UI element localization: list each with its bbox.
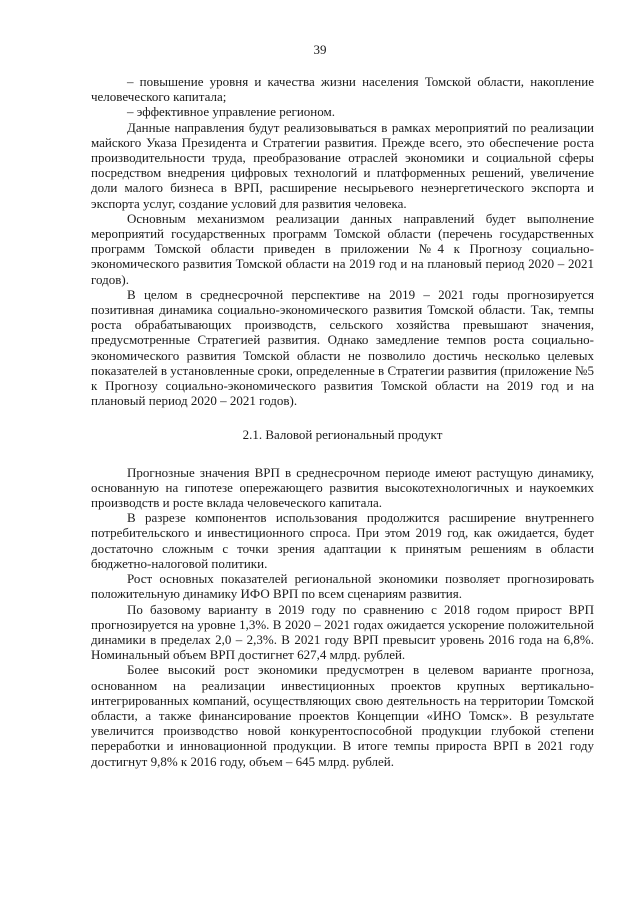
paragraph: Более высокий рост экономики предусмотрен в целевом варианте прогноза, основанном на реализации инвестиционных проектов крупных вертикально-интегрированных компаний, осуществляющих свою деятельность на территории Томской области, а также финансирование проектов Концепции «ИНО Томск». В результате увеличится производство новой конкурентоспособной продукции глубокой степени переработки и инновационной продукции. В итоге темпы прироста ВРП в 2021 году достигнут 9,8% к 2016 году, объем – 645 млрд. рублей. — [91, 662, 594, 769]
paragraph: – эффективное управление регионом. — [127, 104, 335, 120]
document-body — [91, 74, 594, 769]
section-heading: 2.1. Валовой региональный продукт — [242, 427, 443, 443]
paragraph: Основным механизмом реализации данных направлений будет выполнение мероприятий государственных программ Томской области (перечень государственных программ Томской области приведен в приложении №4 к Прогнозу социально-экономического развития Томской области на 2019 год и на плановый период 2020 – 2021 годов). — [91, 210, 594, 287]
paragraph: В разрезе компонентов использования продолжится расширение внутреннего потребительского и инвестиционного спроса. При этом 2019 год, как ожидается, будет достаточно сложным с точки зрения адаптации к принятым решениям в области бюджетно-налоговой политики. — [91, 510, 594, 571]
paragraph: Прогнозные значения ВРП в среднесрочном периоде имеют растущую динамику, основанную на гипотезе опережающего развития высокотехнологичных и наукоемких производств и росте вклада человеческого капитала. — [91, 464, 594, 511]
paragraph: Рост основных показателей региональной экономики позволяет прогнозировать положительную динамику ИФО ВРП по всем сценариям развития. — [91, 571, 594, 602]
page-number: 39 — [313, 42, 327, 57]
paragraph: – повышение уровня и качества жизни населения Томской области, накопление человеческого капитала; — [91, 74, 594, 105]
paragraph: В целом в среднесрочной перспективе на 2019 – 2021 годы прогнозируется позитивная динамика социально-экономического развития Томской области. Так, темпы роста обрабатывающих производств, сельского хозяйства превышают значения, предусмотренные Стратегией развития. Однако замедление темпов роста социально-экономического развития Томской области не позволило достичь несколько целевых показателей в установленные сроки, определенные в Стратегии развития (приложение №5 к Прогнозу социально-экономического развития Томской области на 2019 год и на плановый период 2020 – 2021 годов). — [91, 286, 594, 409]
paragraph: По базовому варианту в 2019 году по сравнению с 2018 годом прирост ВРП прогнозируется на уровне 1,3%. В 2020 – 2021 годах ожидается ускорение положительной динамики в пределах 2,0 – 2,3%. В 2021 году ВРП превысит уровень 2016 года на 6,8%. Номинальный объем ВРП достигнет 627,4 млрд. рублей. — [91, 601, 594, 663]
paragraph: Данные направления будут реализовываться в рамках мероприятий по реализации майского Указа Президента и Стратегии развития. Прежде всего, это обеспечение роста производительности труда, преобразование отраслей экономики и социальной сферы посредством внедрения цифровых технологий и платформенных решений, увеличение доли малого бизнеса в ВРП, расширение несырьевого неэнергетического экспорта и экспорта услуг, создание условий для развития человека. — [91, 119, 594, 211]
